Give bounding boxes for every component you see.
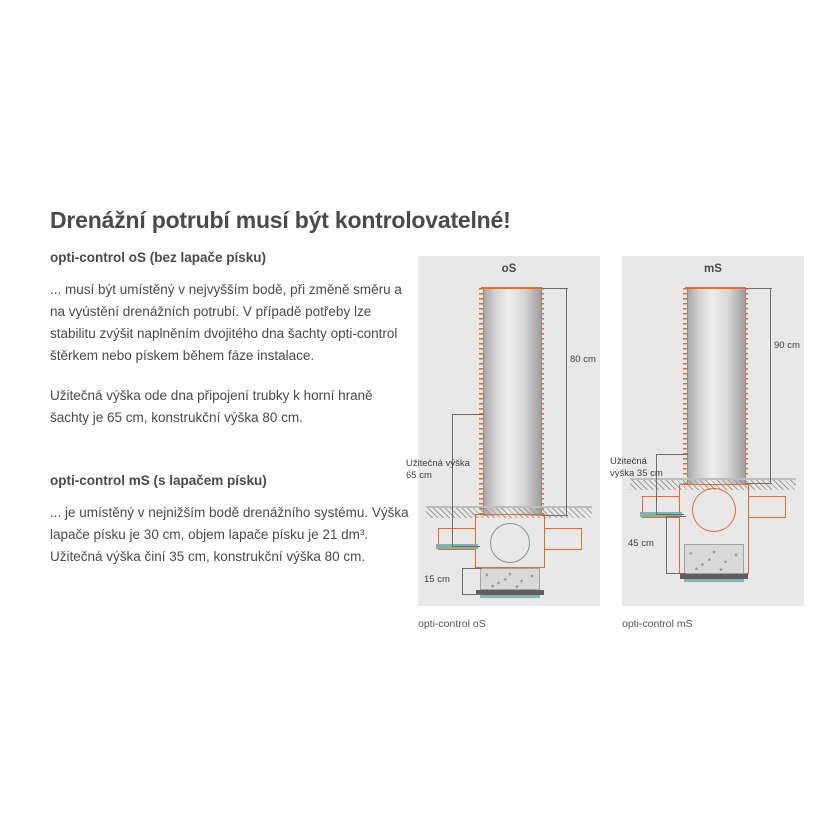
figure-panel-ms-label: mS (704, 263, 722, 275)
figure-drawing-ms (610, 256, 804, 606)
figure-panel-ms (610, 256, 804, 606)
dim-total-vertical-os (566, 288, 567, 516)
base-foot-ms (684, 579, 744, 582)
section-paragraph-os-1: ... musí být umístěný v nejvyšším bodě, při změně směru a na vyústění drenážních potrubí. V případě potřeby lze stabilitu zvýšit naplněním dvojitého dna šachty opti-control štěrkem nebo pískem během fáze instalace. (50, 282, 402, 363)
figure-panels (406, 256, 806, 646)
figure-panel-os-label: oS (501, 263, 517, 275)
figure-caption-os: opti-control oS (418, 618, 486, 630)
dim-useful-label-line2-ms: výška 35 cm (610, 468, 663, 479)
dim-useful-label-line1-ms: Užitečná (610, 456, 647, 467)
section-heading-os: opti-control oS (bez lapače písku) (50, 250, 267, 265)
dim-total-tick-top-ms (746, 288, 772, 289)
figure-caption-ms: opti-control mS (622, 618, 693, 630)
shaft-top-edge-ms (685, 287, 746, 289)
dim-useful-vertical-os (452, 414, 453, 546)
dim-useful-tick-top-ms (656, 454, 688, 455)
dim-base-label-os: 15 cm (424, 574, 450, 585)
dim-base-tick-top-os (462, 568, 482, 569)
shaft-pipe-os (483, 288, 542, 516)
section-paragraph-ms-1: ... je umístěný v nejnižším bodě drenážního systému. Výška lapače písku je 30 cm, objem lapače písku je 21 dm³. Užitečná výška činí 35 cm, konstrukční výška 80 cm. (50, 505, 409, 564)
chamber-bore-os (490, 523, 530, 563)
dim-total-label-ms: 90 cm (774, 340, 800, 351)
dim-useful-tick-bottom-ms (656, 514, 684, 515)
figure-panel-os (406, 256, 600, 606)
shaft-pipe-ms (687, 288, 746, 484)
dim-trap-vertical-ms (666, 516, 667, 574)
dim-base-vertical-os (462, 568, 463, 595)
gravel-base-ms (684, 544, 744, 574)
dim-trap-tick-bottom-ms (666, 573, 686, 574)
dim-total-tick-top-os (542, 288, 568, 289)
dim-useful-tick-bottom-os (452, 546, 480, 547)
sand-trap-bore-ms (692, 488, 736, 532)
ground-line-os (426, 506, 592, 508)
dim-trap-label-ms: 45 cm (628, 538, 654, 549)
dim-trap-tick-top-ms (666, 516, 686, 517)
section-heading-ms: opti-control mS (s lapačem písku) (50, 473, 267, 488)
dim-total-vertical-ms (770, 288, 771, 484)
figure-drawing-os (406, 256, 600, 606)
gravel-base-os (480, 568, 540, 590)
base-foot-os (480, 595, 540, 598)
outlet-right-ms (748, 496, 786, 518)
dim-total-label-os: 80 cm (570, 354, 596, 365)
dim-total-tick-bottom-os (542, 515, 568, 516)
section-divider-space (50, 447, 412, 473)
dim-useful-vertical-ms (656, 454, 657, 514)
dim-total-tick-bottom-ms (746, 483, 772, 484)
text-column (12, 250, 412, 586)
dim-useful-tick-top-os (452, 414, 484, 415)
page-title: Drenážní potrubí musí být kontrolovatelné! (50, 207, 511, 234)
section-paragraph-os-2: Užitečná výška ode dna připojení trubky k horní hraně šachty je 65 cm, konstrukční výška 80 cm. (50, 388, 373, 425)
shaft-top-edge-os (481, 287, 542, 289)
dim-useful-label-line1-os: Užitečná výška (406, 458, 470, 469)
outlet-right-os (544, 528, 582, 550)
dim-useful-label-line2-os: 65 cm (406, 470, 432, 481)
dim-base-tick-bottom-os (462, 594, 482, 595)
